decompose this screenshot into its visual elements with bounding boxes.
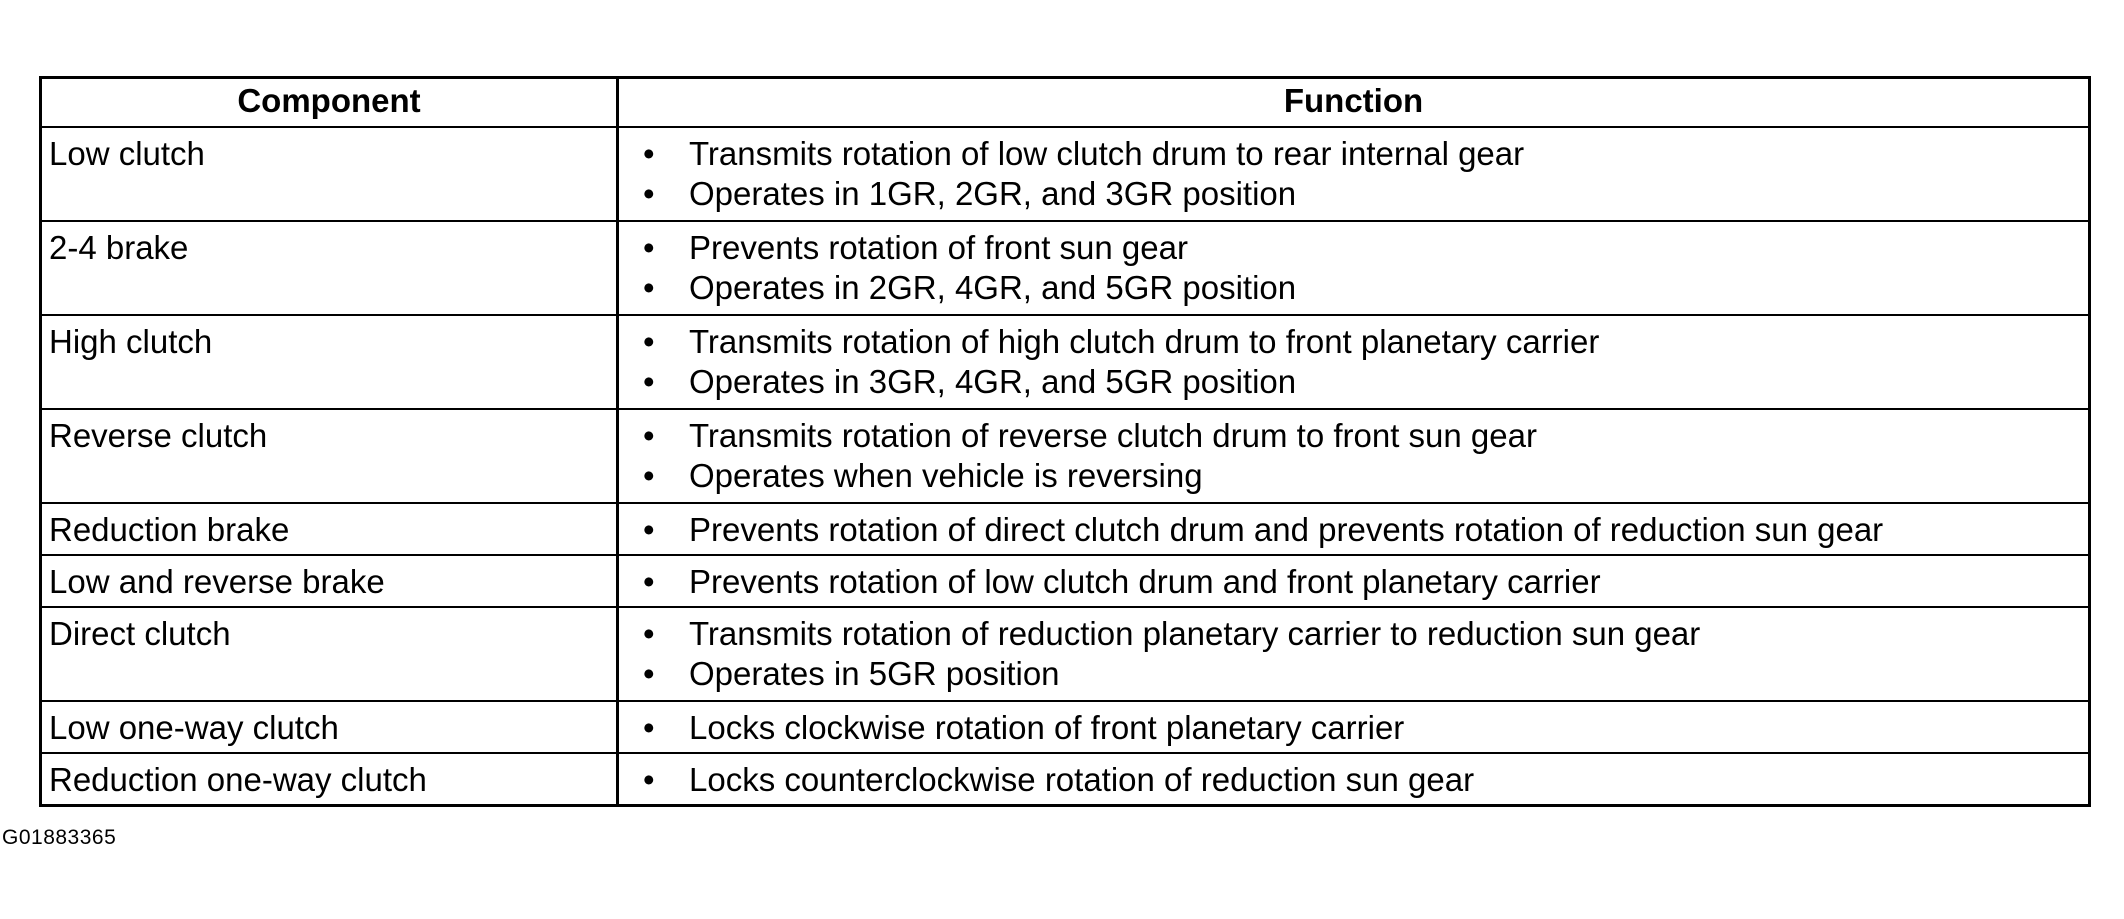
component-cell: Reduction brake: [42, 504, 619, 554]
table-row: [42, 700, 2088, 752]
table-row: [42, 408, 2088, 502]
function-text: Transmits rotation of high clutch drum to front planetary carrier: [689, 323, 1600, 360]
function-item: [643, 654, 2088, 694]
bullet-icon: •: [643, 175, 655, 212]
function-item: [643, 510, 2088, 550]
table-row: [42, 554, 2088, 606]
function-cell: [619, 222, 2088, 314]
function-item: [643, 614, 2088, 654]
bullet-icon: •: [643, 363, 655, 400]
function-text: Locks clockwise rotation of front planetary carrier: [689, 709, 1405, 746]
table-row: [42, 502, 2088, 554]
bullet-icon: •: [643, 269, 655, 306]
bullet-icon: •: [643, 323, 655, 360]
bullet-icon: •: [643, 655, 655, 692]
component-cell: Reverse clutch: [42, 410, 619, 502]
component-cell: Low and reverse brake: [42, 556, 619, 606]
function-text: Operates in 3GR, 4GR, and 5GR position: [689, 363, 1297, 400]
function-item: [643, 228, 2088, 268]
function-text: Transmits rotation of reverse clutch drum to front sun gear: [689, 417, 1537, 454]
function-item: [643, 322, 2088, 362]
component-cell: Direct clutch: [42, 608, 619, 700]
function-text: Operates in 1GR, 2GR, and 3GR position: [689, 175, 1297, 212]
function-item: [643, 708, 2088, 748]
function-cell: [619, 608, 2088, 700]
bullet-icon: •: [643, 457, 655, 494]
header-component: Component: [42, 79, 619, 126]
function-text: Transmits rotation of reduction planetary carrier to reduction sun gear: [689, 615, 1701, 652]
function-item: [643, 174, 2088, 214]
function-cell: [619, 504, 2088, 554]
function-cell: [619, 410, 2088, 502]
bullet-icon: •: [643, 511, 655, 548]
function-text: Prevents rotation of low clutch drum and front planetary carrier: [689, 563, 1601, 600]
bullet-icon: •: [643, 229, 655, 266]
table-row: [42, 752, 2088, 804]
function-cell: [619, 754, 2088, 804]
function-text: Prevents rotation of front sun gear: [689, 229, 1188, 266]
function-item: [643, 268, 2088, 308]
component-function-table: [39, 76, 2091, 807]
bullet-icon: •: [643, 615, 655, 652]
function-item: [643, 456, 2088, 496]
figure-id-caption: G01883365: [2, 826, 117, 849]
function-text: Operates in 5GR position: [689, 655, 1060, 692]
function-item: [643, 134, 2088, 174]
component-cell: Low clutch: [42, 128, 619, 220]
component-cell: 2-4 brake: [42, 222, 619, 314]
function-text: Prevents rotation of direct clutch drum and prevents rotation of reduction sun gear: [689, 511, 1884, 548]
table-row: [42, 314, 2088, 408]
table-row: [42, 126, 2088, 220]
function-text: Locks counterclockwise rotation of reduction sun gear: [689, 761, 1475, 798]
bullet-icon: •: [643, 761, 655, 798]
function-item: [643, 562, 2088, 602]
bullet-icon: •: [643, 709, 655, 746]
function-item: [643, 362, 2088, 402]
function-cell: [619, 556, 2088, 606]
table-row: [42, 606, 2088, 700]
function-text: Transmits rotation of low clutch drum to rear internal gear: [689, 135, 1525, 172]
component-cell: Reduction one-way clutch: [42, 754, 619, 804]
function-item: [643, 416, 2088, 456]
function-cell: [619, 316, 2088, 408]
function-item: [643, 760, 2088, 800]
bullet-icon: •: [643, 563, 655, 600]
header-function: Function: [1283, 82, 1424, 119]
table-header-row: [42, 79, 2088, 126]
function-cell: [619, 702, 2088, 752]
bullet-icon: •: [643, 417, 655, 454]
function-text: Operates in 2GR, 4GR, and 5GR position: [689, 269, 1297, 306]
function-text: Operates when vehicle is reversing: [689, 457, 1203, 494]
table-row: [42, 220, 2088, 314]
function-cell: [619, 128, 2088, 220]
component-cell: High clutch: [42, 316, 619, 408]
component-cell: Low one-way clutch: [42, 702, 619, 752]
bullet-icon: •: [643, 135, 655, 172]
